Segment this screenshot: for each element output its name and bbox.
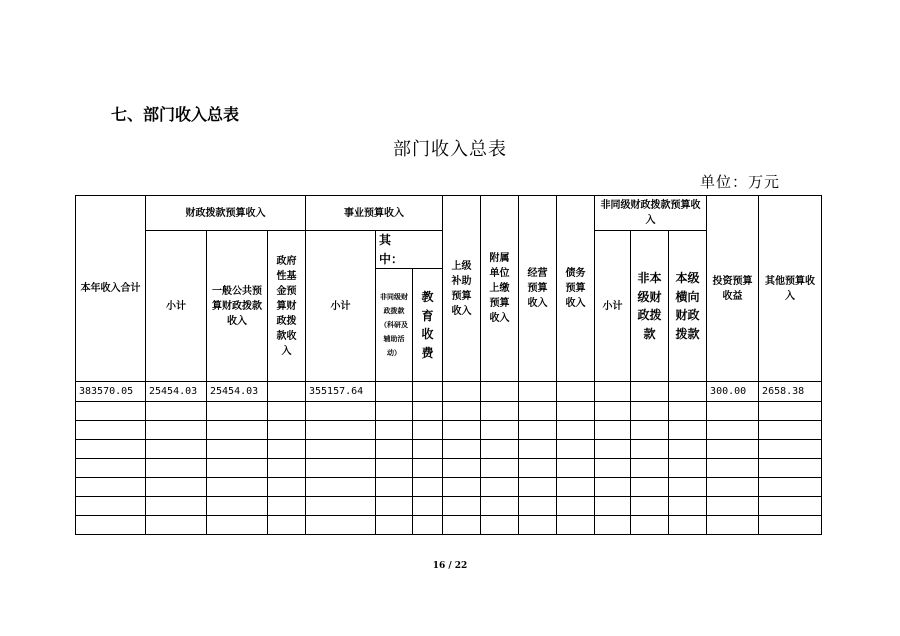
table-cell	[376, 478, 413, 497]
table-cell	[557, 421, 595, 440]
header-non-same-subtotal: 小计	[595, 231, 631, 382]
table-cell	[669, 516, 707, 535]
table-cell	[268, 516, 306, 535]
header-fiscal-group: 财政拨款预算收入	[146, 196, 306, 231]
table-cell	[481, 516, 519, 535]
document-title: 部门收入总表	[393, 139, 507, 160]
table-cell	[519, 382, 557, 402]
table-cell	[557, 459, 595, 478]
table-cell	[481, 478, 519, 497]
table-cell	[268, 478, 306, 497]
header-of-which: 其中：	[376, 231, 443, 269]
table-row	[76, 478, 822, 497]
table-cell	[207, 440, 268, 459]
table-cell	[759, 478, 822, 497]
table-cell	[481, 459, 519, 478]
table-cell	[146, 478, 207, 497]
table-cell	[707, 516, 759, 535]
section-title: 七、部门收入总表	[111, 105, 240, 124]
table-cell	[707, 402, 759, 421]
table-cell	[595, 440, 631, 459]
table-cell	[631, 497, 669, 516]
table-cell	[669, 497, 707, 516]
header-investment-income: 投资预算收益	[707, 196, 759, 382]
table-cell	[759, 459, 822, 478]
header-total: 本年收入合计	[76, 196, 146, 382]
table-cell	[557, 478, 595, 497]
header-local-horizontal: 本级横向财政拨款	[669, 231, 707, 382]
table-cell	[146, 440, 207, 459]
table-cell	[707, 459, 759, 478]
unit-label: 单位：万元	[700, 173, 781, 191]
table-cell	[146, 459, 207, 478]
table-cell	[557, 402, 595, 421]
table-cell	[557, 497, 595, 516]
table-cell	[519, 516, 557, 535]
table-cell	[306, 402, 376, 421]
table-cell	[306, 516, 376, 535]
table-cell	[376, 497, 413, 516]
table-cell	[707, 478, 759, 497]
table-cell	[631, 516, 669, 535]
table-cell	[759, 402, 822, 421]
table-cell	[146, 402, 207, 421]
table-cell	[669, 478, 707, 497]
table-cell	[413, 516, 443, 535]
table-cell	[443, 459, 481, 478]
table-cell	[759, 421, 822, 440]
table-cell	[306, 497, 376, 516]
table-cell	[595, 497, 631, 516]
table-cell: 25454.03	[146, 382, 207, 402]
table-cell	[481, 421, 519, 440]
table-cell	[268, 402, 306, 421]
table-cell	[207, 478, 268, 497]
table-cell	[376, 440, 413, 459]
table-cell	[207, 421, 268, 440]
table-cell	[207, 459, 268, 478]
table-cell	[481, 402, 519, 421]
table-cell	[413, 440, 443, 459]
table-cell	[669, 459, 707, 478]
table-cell	[268, 421, 306, 440]
header-non-local-fiscal: 非本级财政拨款	[631, 231, 669, 382]
table-cell	[557, 382, 595, 402]
header-non-same-level-research: 非同级财政拨款（科研及辅助活动）	[376, 269, 413, 382]
header-business-subtotal: 小计	[306, 231, 376, 382]
page-number: 16 / 22	[432, 561, 468, 571]
table-cell	[376, 421, 413, 440]
table-cell	[631, 382, 669, 402]
table-cell	[76, 402, 146, 421]
table-cell	[595, 382, 631, 402]
table-cell	[268, 382, 306, 402]
table-cell	[146, 516, 207, 535]
income-summary-table	[75, 195, 822, 535]
table-cell: 2658.38	[759, 382, 822, 402]
table-cell	[76, 421, 146, 440]
table-cell	[707, 421, 759, 440]
table-cell	[669, 440, 707, 459]
table-cell	[268, 459, 306, 478]
table-cell	[76, 516, 146, 535]
table-cell	[207, 516, 268, 535]
table-cell	[306, 440, 376, 459]
header-gov-fund: 政府性基金预算财政拨款收入	[268, 231, 306, 382]
table-cell	[519, 440, 557, 459]
table-cell	[306, 459, 376, 478]
table-cell	[481, 382, 519, 402]
table-cell	[413, 459, 443, 478]
table-cell	[631, 478, 669, 497]
table-cell	[707, 497, 759, 516]
header-superior-subsidy: 上级补助预算收入	[443, 196, 481, 382]
table-cell	[413, 497, 443, 516]
table-cell	[631, 440, 669, 459]
table-cell	[76, 497, 146, 516]
table-cell	[376, 516, 413, 535]
table-cell	[557, 440, 595, 459]
table-cell	[146, 497, 207, 516]
header-other-income: 其他预算收入	[759, 196, 822, 382]
table-row	[76, 421, 822, 440]
table-cell	[631, 402, 669, 421]
table-cell	[631, 421, 669, 440]
table-cell	[146, 421, 207, 440]
table-cell	[376, 382, 413, 402]
table-cell	[519, 497, 557, 516]
table-cell	[306, 421, 376, 440]
header-business-group: 事业预算收入	[306, 196, 443, 231]
table-cell	[443, 421, 481, 440]
table-cell: 25454.03	[207, 382, 268, 402]
table-row	[76, 402, 822, 421]
table-cell	[443, 497, 481, 516]
table-row	[76, 440, 822, 459]
table-cell	[443, 516, 481, 535]
table-cell	[376, 459, 413, 478]
table-cell	[759, 497, 822, 516]
table-cell	[443, 478, 481, 497]
table-cell	[306, 478, 376, 497]
table-cell	[268, 497, 306, 516]
table-row	[76, 459, 822, 478]
header-education-fee: 教育收费	[413, 269, 443, 382]
table-cell	[443, 402, 481, 421]
header-operating: 经营预算收入	[519, 196, 557, 382]
table-cell	[413, 478, 443, 497]
header-row-1	[76, 196, 822, 231]
table-row	[76, 382, 822, 402]
table-cell	[519, 402, 557, 421]
header-affiliated-unit: 附属单位上缴预算收入	[481, 196, 519, 382]
table-cell: 300.00	[707, 382, 759, 402]
table-cell: 383570.05	[76, 382, 146, 402]
table-cell	[376, 402, 413, 421]
table-cell	[268, 440, 306, 459]
table-cell	[413, 402, 443, 421]
table-cell	[595, 516, 631, 535]
table-cell	[76, 459, 146, 478]
table-cell	[519, 421, 557, 440]
table-cell: 355157.64	[306, 382, 376, 402]
table-cell	[443, 440, 481, 459]
header-fiscal-subtotal: 小计	[146, 231, 207, 382]
table-cell	[413, 382, 443, 402]
table-cell	[207, 402, 268, 421]
table-cell	[595, 459, 631, 478]
table-cell	[595, 402, 631, 421]
table-cell	[759, 440, 822, 459]
table-cell	[669, 421, 707, 440]
table-cell	[443, 382, 481, 402]
table-cell	[519, 478, 557, 497]
table-row	[76, 516, 822, 535]
table-cell	[707, 440, 759, 459]
header-debt: 债务预算收入	[557, 196, 595, 382]
table-cell	[631, 459, 669, 478]
table-cell	[481, 440, 519, 459]
table-cell	[759, 516, 822, 535]
table-cell	[481, 497, 519, 516]
table-cell	[595, 478, 631, 497]
table-cell	[76, 440, 146, 459]
header-general-public: 一般公共预算财政拨款收入	[207, 231, 268, 382]
table-cell	[76, 478, 146, 497]
table-cell	[519, 459, 557, 478]
table-cell	[669, 402, 707, 421]
table-cell	[669, 382, 707, 402]
table-row	[76, 497, 822, 516]
table-cell	[557, 516, 595, 535]
header-non-same-level-group: 非同级财政拨款预算收入	[595, 196, 707, 231]
table-cell	[413, 421, 443, 440]
table-cell	[207, 497, 268, 516]
table-cell	[595, 421, 631, 440]
